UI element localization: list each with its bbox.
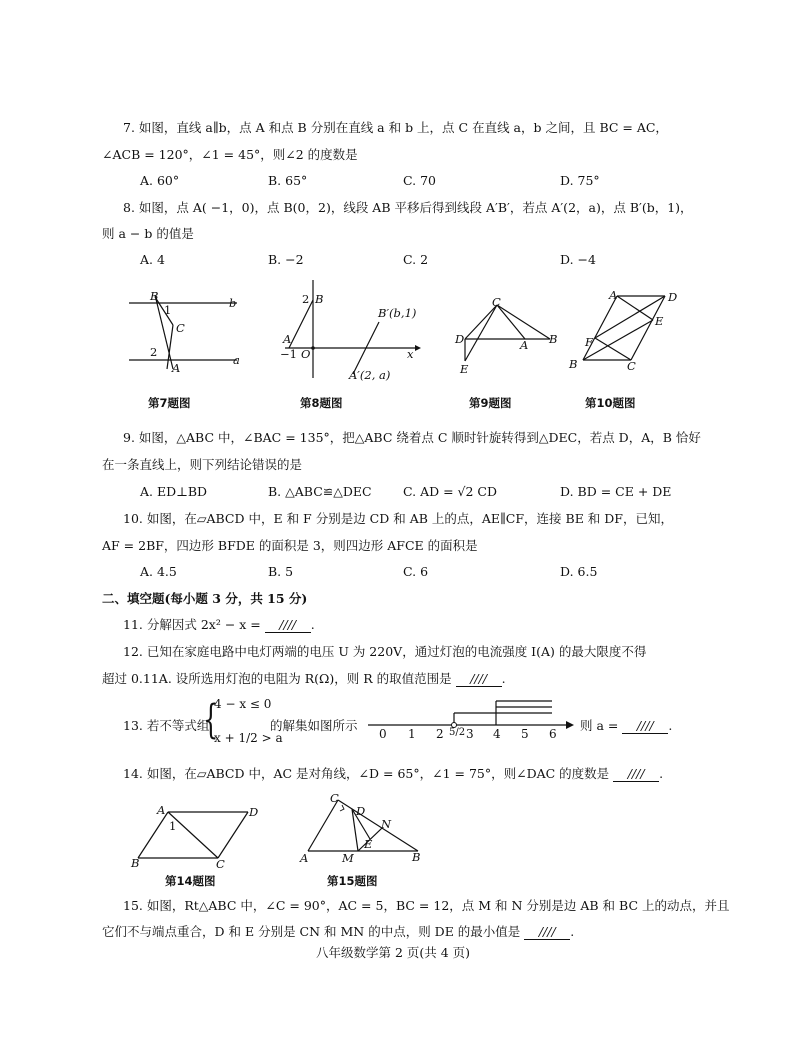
q12-text: 超过 0.11A. 设所选用灯泡的电阻为 R(Ω)，则 R 的取值范围是 (102, 671, 456, 686)
q14-suffix: . (659, 766, 664, 781)
q7-option-c: C. 70 (403, 173, 436, 188)
q9-option-c: C. AD = √2 CD (403, 484, 498, 499)
fig9-label-e: E (460, 362, 469, 376)
q13-prefix: 13. 若不等式组 (123, 718, 210, 733)
fig7-label-c: C (176, 321, 185, 335)
q10-option-a: A. 4.5 (140, 564, 177, 579)
fig8-label-x: x (407, 347, 414, 361)
q11-suffix: . (310, 617, 315, 632)
q13-ineq1: 4 − x ≤ 0 (214, 697, 272, 711)
q12-line1: 12. 已知在家庭电路中电灯两端的电压 U 为 220V，通过灯泡的电流强度 I(A) 的最大限度不得 (123, 644, 647, 659)
q13-tick-5: 5 (521, 727, 529, 741)
fig8-label-a: A (283, 332, 292, 346)
figure-7 (125, 285, 245, 377)
fig8-label-2: 2 (302, 292, 310, 306)
q13-tick-6: 6 (549, 727, 557, 741)
q9-line1: 9. 如图，△ABC 中，∠BAC = 135°，把△ABC 绕着点 C 顺时针旋转得到△DEC，若点 D，A，B 恰好 (123, 430, 701, 445)
q8-option-d: D. −4 (560, 252, 596, 267)
q13-tick-0: 0 (379, 727, 387, 741)
fig14-label-c: C (216, 857, 225, 871)
fig8-caption: 第8题图 (300, 396, 343, 410)
page-footer: 八年级数学第 2 页(共 4 页) (316, 945, 471, 960)
q9-option-b: B. △ABC≌△DEC (268, 484, 372, 499)
q13-tick-4: 4 (493, 727, 501, 741)
q13-middle: 的解集如图所示 (270, 718, 358, 733)
fig9-caption: 第9题图 (469, 396, 512, 410)
fig15-label-n: N (381, 817, 392, 831)
q13-ineq2: x + 1/2 > a (214, 731, 283, 745)
q13-after-text: 则 a = (580, 718, 623, 733)
q12-answer-blank[interactable]: //// (456, 672, 502, 687)
q15-answer-blank[interactable]: //// (524, 925, 570, 940)
q13-suffix: . (668, 718, 673, 733)
q15-line1: 15. 如图，Rt△ABC 中，∠C = 90°，AC = 5，BC = 12，点 M 和 N 分别是边 AB 和 BC 上的动点，并且 (123, 898, 730, 913)
q15-line2 (102, 924, 574, 940)
q14-answer-blank[interactable]: //// (613, 767, 659, 782)
q7-option-b: B. 65° (268, 173, 308, 188)
q11-line (123, 617, 315, 633)
q7-option-a: A. 60° (140, 173, 180, 188)
q12-line2 (102, 671, 506, 687)
fig8-label-o: O (301, 347, 311, 361)
q8-option-a: A. 4 (140, 252, 165, 267)
q7-line1: 7. 如图，直线 a∥b，点 A 和点 B 分别在直线 a 和 b 上，点 C 在直线 a，b 之间，且 BC = AC， (123, 120, 668, 135)
q10-option-b: B. 5 (268, 564, 294, 579)
q12-suffix: . (501, 671, 506, 686)
fig14-label-a: A (157, 803, 166, 817)
q9-line2: 在一条直线上，则下列结论错误的是 (102, 457, 303, 472)
fig15-label-b: B (412, 850, 421, 864)
fig8-label-b: B (315, 292, 324, 306)
fig9-label-a: A (520, 338, 529, 352)
q7-option-d: D. 75° (560, 173, 600, 188)
fig7-label-line-b: b (229, 296, 237, 310)
fig7-label-line-a: a (233, 353, 240, 367)
q7-line2: ∠ACB = 120°，∠1 = 45°，则∠2 的度数是 (102, 147, 358, 162)
q8-option-b: B. −2 (268, 252, 304, 267)
q9-option-a: A. ED⊥BD (140, 484, 208, 499)
q14-text: 14. 如图，在▱ABCD 中，AC 是对角线，∠D = 65°，∠1 = 75°，则∠DAC 的度数是 (123, 766, 614, 781)
fig15-label-a: A (300, 851, 309, 865)
q11-answer-blank[interactable]: //// (265, 618, 311, 633)
q10-option-d: D. 6.5 (560, 564, 598, 579)
q13-tick-2: 2 (436, 727, 444, 741)
fig15-label-e: E (364, 837, 373, 851)
q10-line1: 10. 如图，在▱ABCD 中，E 和 F 分别是边 CD 和 AB 上的点，AE∥CF，连接 BE 和 DF，已知， (123, 511, 673, 526)
q15-suffix: . (570, 924, 575, 939)
fig7-caption: 第7题图 (148, 396, 191, 410)
fig15-label-d: D (356, 804, 366, 818)
fig14-caption: 第14题图 (165, 874, 216, 888)
q13-answer-blank[interactable]: //// (622, 719, 668, 734)
q14-line (123, 766, 663, 782)
fig9-label-c: C (492, 295, 501, 309)
q9-option-d: D. BD = CE + DE (560, 484, 672, 499)
q13-tick-3: 3 (466, 727, 474, 741)
fig9-label-d: D (455, 332, 465, 346)
fig10-caption: 第10题图 (585, 396, 636, 410)
q13-tick-5half: 5/2 (449, 727, 466, 738)
q10-line2: AF = 2BF，四边形 BFDE 的面积是 3，则四边形 AFCE 的面积是 (102, 538, 478, 553)
fig10-label-e: E (655, 314, 664, 328)
q8-line2: 则 a − b 的值是 (102, 226, 194, 241)
fig14-label-b: B (131, 856, 140, 870)
fig10-label-d: D (668, 290, 678, 304)
q11-text: 11. 分解因式 2x² − x = (123, 617, 265, 632)
fig15-caption: 第15题图 (327, 874, 378, 888)
q15-text: 它们不与端点重合，D 和 E 分别是 CN 和 MN 的中点，则 DE 的最小值是 (102, 924, 525, 939)
fig7-label-a: A (172, 361, 181, 375)
fig8-label-bprime: B′(b,1) (378, 306, 417, 320)
fig8-label-aprime: A′(2, a) (349, 368, 391, 382)
fig15-label-m: M (342, 851, 354, 865)
q13-brace: { (203, 697, 219, 743)
fig9-label-b: B (549, 332, 558, 346)
fig8-label-minus1: −1 (280, 347, 297, 361)
q10-option-c: C. 6 (403, 564, 429, 579)
q8-option-c: C. 2 (403, 252, 429, 267)
fig10-label-b: B (569, 357, 578, 371)
fig15-label-c: C (330, 791, 339, 805)
fig10-label-c: C (627, 359, 636, 373)
q13-answer (580, 718, 672, 734)
figure-14 (130, 800, 260, 870)
q13-tick-1: 1 (408, 727, 416, 741)
fig7-label-1: 1 (164, 303, 172, 317)
fig7-label-b: B (150, 289, 159, 303)
q8-line1: 8. 如图，点 A( −1，0)，点 B(0，2)，线段 AB 平移后得到线段 A′B′，若点 A′(2，a)，点 B′(b，1)， (123, 200, 693, 215)
section2-title: 二、填空题(每小题 3 分，共 15 分) (102, 591, 308, 606)
fig14-label-d: D (249, 805, 259, 819)
fig7-label-2: 2 (150, 345, 158, 359)
fig10-label-a: A (609, 288, 618, 302)
fig14-label-1: 1 (169, 819, 177, 833)
fig10-label-f: F (585, 335, 593, 349)
